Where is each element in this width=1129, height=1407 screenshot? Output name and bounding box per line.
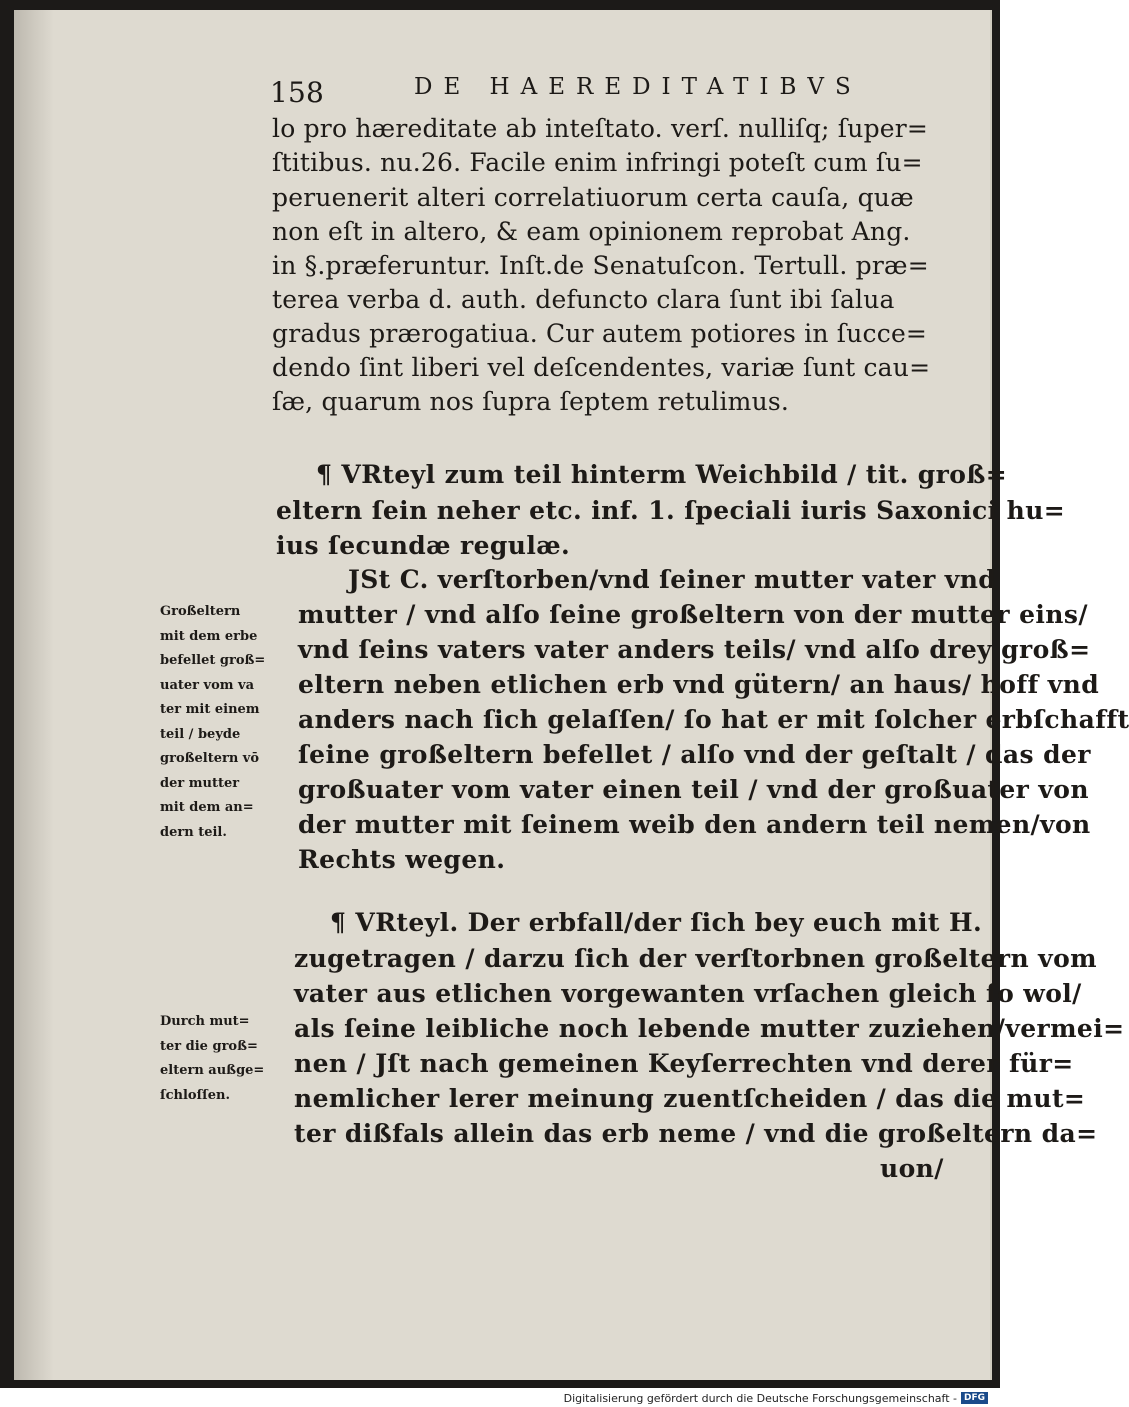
section1-line: vnd ſeins vaters vater anders teils/ vnd alſo drey groß= [298,635,1091,664]
digitization-footer [564,1391,988,1405]
margin-note-line: großeltern vō [160,751,260,766]
section1-line: ¶ VRteyl zum teil hinterm Weichbild / tit. groß= [316,460,1008,489]
latin-line: dendo ſint liberi vel deſcendentes, variæ ſunt cau= [272,353,931,382]
margin-note-line: ter mit einem [160,702,260,717]
section1-line: eltern ſein neher etc. inf. 1. ſpeciali iuris Saxonici hu= [276,496,1066,525]
latin-line: ſæ, quarum nos ſupra ſeptem retulimus. [272,387,790,416]
margin-note-line: mit dem erbe [160,628,258,644]
latin-line: non eſt in altero, & eam opinionem reprobat Ang. [272,217,911,246]
margin-note-grandparents [160,600,295,845]
running-title: DE HAEREDITATIBVS [414,74,862,100]
section1-line: der mutter mit ſeinem weib den andern teil nemen/von [298,810,1091,839]
section2-line: vater aus etlichen vorgewanten vrſachen gleich ſo wol/ [294,979,1082,1008]
margin-note-line: teil / beyde [160,726,241,742]
section2-line: als ſeine leibliche noch lebende mutter zuziehen/vermei= [294,1014,1125,1043]
margin-note-line: uater vom va [160,677,255,693]
section1-line: großuater vom vater einen teil / vnd der großuater von [298,775,1089,804]
page-edge-shadow [14,10,54,1380]
latin-line: peruenerit alteri correlatiuorum certa cauſa, quæ [272,183,914,212]
margin-note-line: Großeltern [160,604,241,619]
margin-note-line: Durch mut= [160,1014,250,1029]
dfg-logo-icon: DFG [961,1392,988,1404]
section2-line: ter dißfals allein das erb neme / vnd die großeltern da= [294,1119,1098,1148]
catchword: uon/ [880,1154,944,1183]
section2-line: nemlicher lerer meinung zuentſcheiden / das die mut= [294,1084,1086,1113]
latin-line: terea verba d. auth. defuncto clara ſunt ibi ſalua [272,285,895,314]
latin-line: ſtitibus. nu.26. Facile enim infringi poteſt cum ſu= [272,148,923,177]
margin-note-line: der mutter [160,775,240,791]
section1-line: anders nach ſich gelaſſen/ ſo hat er mit ſolcher erbſchafft [298,705,1129,734]
margin-note-line: ſchloſſen. [160,1087,231,1103]
margin-note-line: dern teil. [160,824,227,840]
section1-line: eltern neben etlichen erb vnd gütern/ an haus/ hoff vnd [298,670,1100,699]
section1-line: Rechts wegen. [298,845,506,874]
margin-note-line: befellet groß= [160,653,266,668]
latin-line: lo pro hæreditate ab inteſtato. verſ. nulliſq; ſuper= [272,114,929,143]
section1-line: mutter / vnd alſo ſeine großeltern von der mutter eins/ [298,600,1088,629]
footer-credit: Digitalisierung gefördert durch die Deutsche Forschungsgemeinschaft - [563,1391,957,1405]
section1-line: JSt C. verſtorben/vnd ſeiner mutter vater vnd [348,565,997,594]
section1-line: ius ſecundæ regulæ. [276,531,571,560]
margin-note-mother [160,1010,295,1108]
latin-line: in §.præferuntur. Inſt.de Senatuſcon. Tertull. præ= [272,251,929,280]
margin-note-line: ter die groß= [160,1038,258,1054]
section2-line: nen / Jſt nach gemeinen Keyſerrechten vnd derer für= [294,1049,1074,1078]
latin-line: gradus prærogatiua. Cur autem potiores in ſucce= [272,319,928,348]
section2-line: ¶ VRteyl. Der erbfall/der ſich bey euch mit H. [330,908,983,937]
margin-note-line: eltern außge= [160,1063,265,1078]
section1-line: ſeine großeltern befellet / alſo vnd der geſtalt / das der [298,740,1091,769]
margin-note-line: mit dem an= [160,800,254,815]
page-number: 158 [270,76,325,109]
section2-line: zugetragen / darzu ſich der verſtorbnen großeltern vom [294,944,1097,973]
